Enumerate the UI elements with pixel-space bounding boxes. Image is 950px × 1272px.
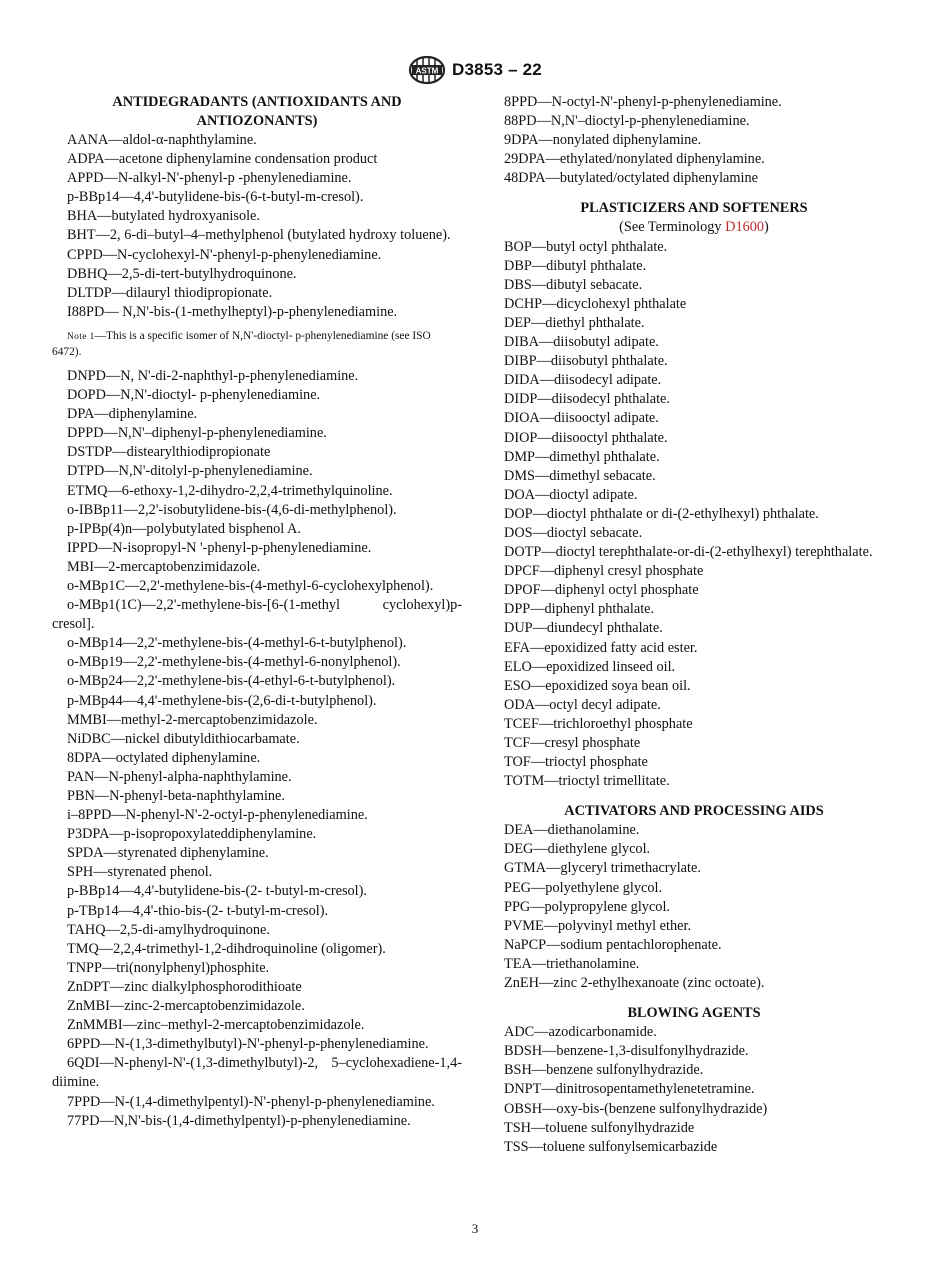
abbreviation-entry: DTPD—N,N'-ditolyl-p-phenylenediamine. bbox=[67, 463, 313, 480]
abbreviation-entry: TSH—toluene sulfonylhydrazide bbox=[504, 1119, 695, 1136]
abbreviation-entry: AANA—aldol-α-naphthylamine. bbox=[67, 132, 257, 148]
note-1 bbox=[52, 329, 462, 360]
abbreviation-entry: BHT—2, 6-di–butyl–4–methylphenol (butylated hydroxy toluene). bbox=[67, 227, 451, 244]
abbreviation-entry: PAN—N-phenyl-alpha-naphthylamine. bbox=[67, 768, 292, 785]
abbreviation-entry: DMP—dimethyl phthalate. bbox=[504, 448, 660, 465]
abbreviation-entry: 6QDI—N-phenyl-N'-(1,3-dimethylbutyl)-2, 5–cyclohexadiene-1,4-diimine. bbox=[52, 1055, 462, 1091]
page-number: 3 bbox=[471, 1221, 479, 1236]
abbreviation-entry: 77PD—N,N'-bis-(1,4-dimethylpentyl)-p-phenylenediamine. bbox=[67, 1112, 411, 1129]
abbreviation-entry: DBP—dibutyl phthalate. bbox=[504, 257, 647, 274]
section-heading-activators: ACTIVATORS AND PROCESSING AIDS bbox=[564, 803, 824, 820]
abbreviation-entry: DBHQ—2,5-di-tert-butylhydroquinone. bbox=[67, 265, 297, 282]
section-heading-blowing-agents: BLOWING AGENTS bbox=[627, 1005, 761, 1022]
abbreviation-entry: MMBI—methyl-2-mercaptobenzimidazole. bbox=[67, 711, 318, 728]
abbreviation-entry: DOS—dioctyl sebacate. bbox=[504, 524, 643, 541]
abbreviation-entry: BSH—benzene sulfonylhydrazide. bbox=[504, 1062, 704, 1079]
d1600-link[interactable]: D1600 bbox=[725, 219, 765, 236]
abbreviation-entry: IPPD—N-isopropyl-N '-phenyl-p-phenylenediamine. bbox=[67, 539, 372, 556]
reference-suffix: ) bbox=[764, 219, 769, 236]
abbreviation-entry: 48DPA—butylated/octylated diphenylamine bbox=[504, 170, 758, 187]
abbreviation-entry: DEA—diethanolamine. bbox=[504, 822, 640, 839]
left-column bbox=[52, 93, 462, 1131]
abbreviation-entry: I88PD— N,N'-bis-(1-methylheptyl)-p-phenylenediamine. bbox=[67, 303, 398, 320]
abbreviation-entry: DOPD—N,N'-dioctyl- p-phenylenediamine. bbox=[67, 387, 321, 404]
abbreviation-entry: ESO—epoxidized soya bean oil. bbox=[504, 677, 691, 694]
abbreviation-entry: DPA—diphenylamine. bbox=[67, 406, 198, 423]
blowing-agent-list bbox=[489, 1023, 899, 1157]
abbreviation-entry: DIOP—diisooctyl phthalate. bbox=[504, 429, 668, 446]
abbreviation-entry: TSS—toluene sulfonylsemicarbazide bbox=[504, 1138, 718, 1155]
abbreviation-entry: BDSH—benzene-1,3-disulfonylhydrazide. bbox=[504, 1043, 749, 1060]
abbreviation-entry: DUP—diundecyl phthalate. bbox=[504, 620, 663, 637]
abbreviation-entry: 29DPA—ethylated/nonylated diphenylamine. bbox=[504, 151, 765, 168]
abbreviation-entry: TOF—trioctyl phosphate bbox=[504, 754, 648, 771]
abbreviation-entry: ETMQ—6-ethoxy-1,2-dihydro-2,2,4-trimethylquinoline. bbox=[67, 482, 393, 499]
abbreviation-entry: DNPT—dinitrosopentamethylenetetramine. bbox=[504, 1081, 755, 1098]
document-id: D3853 – 22 bbox=[452, 60, 542, 79]
abbreviation-entry: DLTDP—dilauryl thiodipropionate. bbox=[67, 284, 273, 301]
abbreviation-entry: p-IPBp(4)n—polybutylated bisphenol A. bbox=[67, 520, 301, 537]
abbreviation-entry: ODA—octyl decyl adipate. bbox=[504, 696, 661, 713]
abbreviation-entry: 8DPA—octylated diphenylamine. bbox=[67, 749, 261, 766]
abbreviation-entry: ZnEH—zinc 2-ethylhexanoate (zinc octoate). bbox=[504, 975, 765, 992]
abbreviation-entry: DNPD—N, N'-di-2-naphthyl-p-phenylenediamine. bbox=[67, 367, 359, 384]
abbreviation-entry: BOP—butyl octyl phthalate. bbox=[504, 238, 668, 255]
abbreviation-entry: DSTDP—distearylthiodipropionate bbox=[67, 444, 271, 461]
abbreviation-entry: DIDP—diisodecyl phthalate. bbox=[504, 391, 670, 408]
abbreviation-entry: ZnMMBI—zinc–methyl-2-mercaptobenzimidazole. bbox=[67, 1017, 365, 1034]
abbreviation-entry: ZnDPT—zinc dialkylphosphorodithioate bbox=[67, 978, 302, 995]
abbreviation-entry: 7PPD—N-(1,4-dimethylpentyl)-N'-phenyl-p-phenylenediamine. bbox=[67, 1093, 435, 1110]
abbreviation-entry: o-MBp19—2,2'-methylene-bis-(4-methyl-6-nonylphenol). bbox=[67, 654, 401, 671]
abbreviation-entry: DMS—dimethyl sebacate. bbox=[504, 467, 656, 484]
abbreviation-entry: 88PD—N,N'–dioctyl-p-phenylenediamine. bbox=[504, 113, 750, 130]
abbreviation-entry: DOP—dioctyl phthalate or di-(2-ethylhexyl) phthalate. bbox=[504, 505, 819, 522]
abbreviation-entry: NaPCP—sodium pentachlorophenate. bbox=[504, 936, 722, 953]
abbreviation-entry: 6PPD—N-(1,3-dimethylbutyl)-N'-phenyl-p-phenylenediamine. bbox=[67, 1036, 429, 1053]
abbreviation-entry: DIOA—diisooctyl adipate. bbox=[504, 410, 659, 427]
abbreviation-entry: ADPA—acetone diphenylamine condensation product bbox=[67, 151, 378, 168]
abbreviation-entry: NiDBC—nickel dibutyldithiocarbamate. bbox=[67, 730, 300, 747]
abbreviation-entry: PVME—polyvinyl methyl ether. bbox=[504, 917, 692, 934]
abbreviation-entry: ZnMBI—zinc-2-mercaptobenzimidazole. bbox=[67, 998, 305, 1015]
abbreviation-entry: EFA—epoxidized fatty acid ester. bbox=[504, 639, 698, 656]
abbreviation-entry: PBN—N-phenyl-beta-naphthylamine. bbox=[67, 788, 285, 804]
abbreviation-entry: MBI—2-mercaptobenzimidazole. bbox=[67, 558, 261, 575]
abbreviation-entry: DPPD—N,N'–diphenyl-p-phenylenediamine. bbox=[67, 425, 327, 442]
abbreviation-entry: PEG—polyethylene glycol. bbox=[504, 879, 663, 896]
abbreviation-entry: DIDA—diisodecyl adipate. bbox=[504, 372, 662, 389]
abbreviation-entry: BHA—butylated hydroxyanisole. bbox=[67, 208, 260, 225]
svg-text:ASTM: ASTM bbox=[415, 66, 439, 76]
abbreviation-entry: DPP—diphenyl phthalate. bbox=[504, 601, 655, 618]
page-header bbox=[0, 54, 950, 86]
abbreviation-entry: p-TBp14—4,4'-thio-bis-(2- t-butyl-m-cresol). bbox=[67, 902, 329, 919]
abbreviation-entry: ADC—azodicarbonamide. bbox=[504, 1024, 657, 1041]
abbreviation-entry: TCEF—trichloroethyl phosphate bbox=[504, 715, 693, 732]
abbreviation-entry: TAHQ—2,5-di-amylhydroquinone. bbox=[67, 921, 270, 938]
abbreviation-entry: TOTM—trioctyl trimellitate. bbox=[504, 773, 670, 790]
abbreviation-entry: DCHP—dicyclohexyl phthalate bbox=[504, 295, 687, 312]
section-heading-antidegradants: ANTIDEGRADANTS (ANTIOXIDANTS AND ANTIOZONANTS) bbox=[112, 94, 402, 129]
antidegradant-list-a bbox=[52, 131, 462, 322]
plasticizer-list bbox=[489, 238, 899, 792]
right-column bbox=[489, 93, 899, 1157]
abbreviation-entry: TCF—cresyl phosphate bbox=[504, 735, 641, 751]
note-label: Note 1 bbox=[67, 331, 95, 342]
abbreviation-entry: P3DPA—p-isopropoxylateddiphenylamine. bbox=[67, 826, 317, 843]
abbreviation-entry: DIBP—diisobutyl phthalate. bbox=[504, 353, 668, 370]
abbreviation-entry: SPDA—styrenated diphenylamine. bbox=[67, 845, 269, 862]
abbreviation-entry: p-MBp44—4,4'-methylene-bis-(2,6-di-t-butylphenol). bbox=[67, 692, 377, 709]
abbreviation-entry: p-BBp14—4,4'-butylidene-bis-(2- t-butyl-m-cresol). bbox=[67, 883, 367, 900]
abbreviation-entry: 8PPD—N-octyl-N'-phenyl-p-phenylenediamine. bbox=[504, 94, 782, 110]
abbreviation-entry: CPPD—N-cyclohexyl-N'-phenyl-p-phenylenediamine. bbox=[67, 246, 382, 263]
astm-logo-icon bbox=[408, 55, 446, 85]
abbreviation-entry: TMQ—2,2,4-trimethyl-1,2-dihdroquinoline (oligomer). bbox=[67, 940, 386, 957]
abbreviation-entry: DEG—diethylene glycol. bbox=[504, 841, 651, 858]
abbreviation-entry: TEA—triethanolamine. bbox=[504, 955, 640, 972]
abbreviation-entry: APPD—N-alkyl-N'-phenyl-p -phenylenediamine. bbox=[67, 170, 352, 187]
note-text: —This is a specific isomer of N,N'-dioctyl- p-phenylenediamine (see ISO 6472). bbox=[52, 329, 431, 358]
abbreviation-entry: o-IBBp11—2,2'-isobutylidene-bis-(4,6-di-methylphenol). bbox=[67, 501, 397, 518]
abbreviation-entry: TNPP—tri(nonylphenyl)phosphite. bbox=[67, 959, 270, 976]
antidegradant-list-continued bbox=[489, 93, 899, 188]
abbreviation-entry: o-MBp1C—2,2'-methylene-bis-(4-methyl-6-cyclohexylphenol). bbox=[67, 577, 434, 594]
abbreviation-entry: 9DPA—nonylated diphenylamine. bbox=[504, 132, 702, 149]
abbreviation-entry: DPOF—diphenyl octyl phosphate bbox=[504, 582, 699, 599]
abbreviation-entry: DEP—diethyl phthalate. bbox=[504, 314, 645, 331]
abbreviation-entry: DOTP—dioctyl terephthalate-or-di-(2-ethylhexyl) terephthalate. bbox=[504, 544, 873, 561]
abbreviation-entry: DOA—dioctyl adipate. bbox=[504, 486, 638, 503]
abbreviation-entry: GTMA—glyceryl trimethacrylate. bbox=[504, 860, 701, 877]
abbreviation-entry: DPCF—diphenyl cresyl phosphate bbox=[504, 563, 704, 580]
reference-prefix: (See Terminology bbox=[619, 219, 726, 236]
abbreviation-entry: o-MBp24—2,2'-methylene-bis-(4-ethyl-6-t-butylphenol). bbox=[67, 673, 396, 690]
abbreviation-entry: SPH—styrenated phenol. bbox=[67, 864, 213, 881]
abbreviation-entry: i–8PPD—N-phenyl-N'-2-octyl-p-phenylenediamine. bbox=[67, 807, 368, 824]
antidegradant-list-b bbox=[52, 367, 462, 1131]
abbreviation-entry: OBSH—oxy-bis-(benzene sulfonylhydrazide) bbox=[504, 1100, 768, 1117]
abbreviation-entry: DIBA—diisobutyl adipate. bbox=[504, 334, 659, 351]
abbreviation-entry: p-BBp14—4,4'-butylidene-bis-(6-t-butyl-m-cresol). bbox=[67, 189, 364, 206]
abbreviation-entry: ELO—epoxidized linseed oil. bbox=[504, 658, 676, 675]
section-heading-plasticizers: PLASTICIZERS AND SOFTENERS bbox=[580, 200, 808, 217]
plasticizers-reference bbox=[489, 218, 899, 237]
abbreviation-entry: o-MBp14—2,2'-methylene-bis-(4-methyl-6-t-butylphenol). bbox=[67, 635, 407, 652]
activator-list bbox=[489, 821, 899, 993]
abbreviation-entry: o-MBp1(1C)—2,2'-methylene-bis-[6-(1-methyl cyclohexyl)p-cresol]. bbox=[52, 597, 462, 633]
abbreviation-entry: DBS—dibutyl sebacate. bbox=[504, 276, 643, 293]
abbreviation-entry: PPG—polypropylene glycol. bbox=[504, 898, 670, 915]
